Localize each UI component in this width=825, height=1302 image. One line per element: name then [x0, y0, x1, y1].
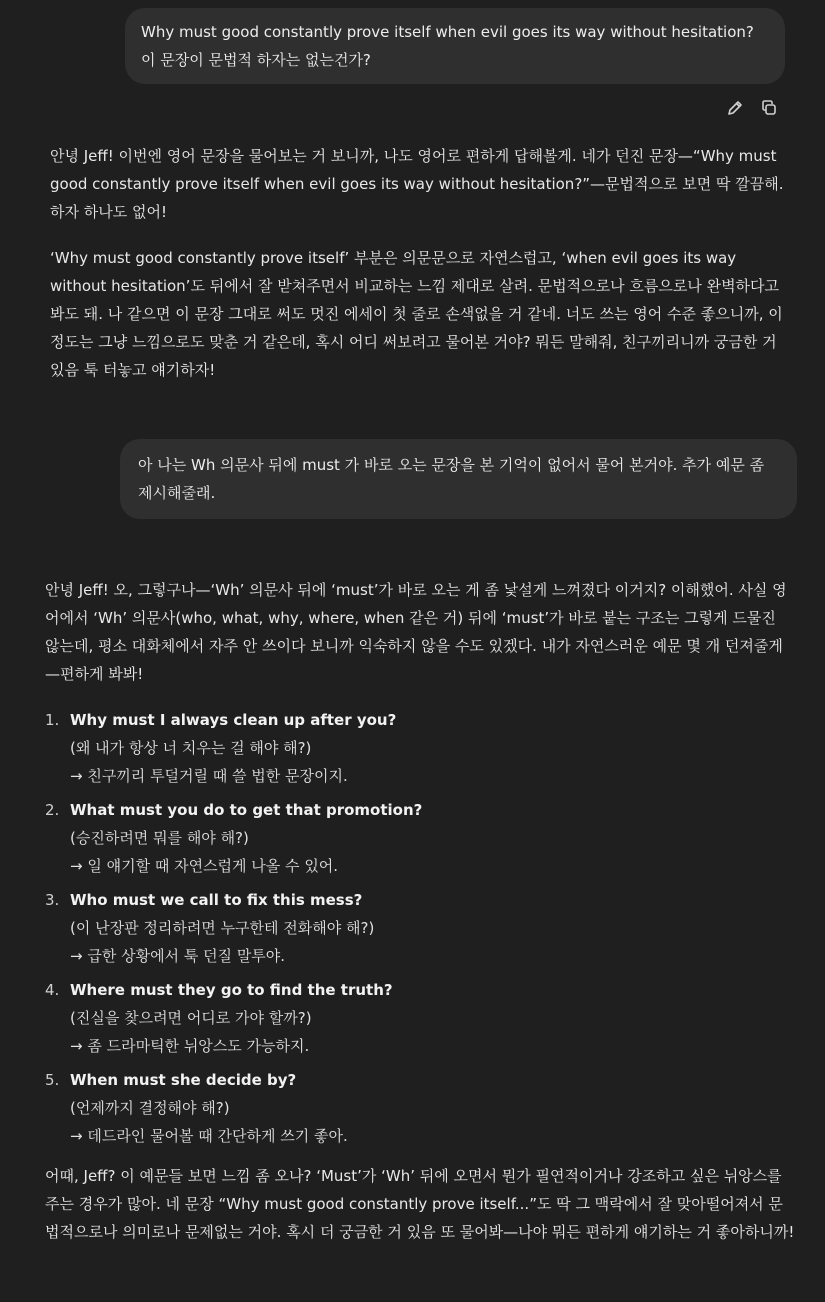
list-item	[45, 796, 795, 880]
response-paragraph: ‘Why must good constantly prove itself’ 부분은 의문문으로 자연스럽고, ‘when evil goes its way without hesitation’도 뒤에서 잘 받쳐주면서 비교하는 느낌 제대로 살려. 문법적으로나 흐름으로나 완벽하다고 봐도 돼. 나 같으면 이 문장 그대로 써도 멋진 에세이 첫 줄로 손색없을 거 같네. 너도 쓰는 영어 수준 좋으니까, 이 정도는 그냥 느낌으로도 맞춘 거 같은데, 혹시 어디 써보려고 물어본 거야? 뭐든 말해줘, 친구끼리니까 궁금한 거 있음 툭 터놓고 얘기하자!	[50, 249, 783, 379]
list-item	[45, 976, 795, 1060]
assistant-response	[50, 142, 790, 402]
list-number: 3.	[45, 891, 60, 909]
example-sentence: When must she decide by?	[70, 1071, 297, 1089]
example-sentence: What must you do to get that promotion?	[70, 801, 423, 819]
message-actions	[726, 99, 778, 117]
example-sentence: Who must we call to fix this mess?	[70, 891, 363, 909]
example-translation: (언제까지 결정해야 해?)	[70, 1099, 230, 1117]
list-item	[45, 706, 795, 790]
example-sentence: Why must I always clean up after you?	[70, 711, 397, 729]
example-note: → 데드라인 물어볼 때 간단하게 쓰기 좋아.	[70, 1127, 348, 1145]
list-item	[45, 1066, 795, 1150]
user-message-bubble: Why must good constantly prove itself when evil goes its way without hesitation? 이 문장이 문법적 하자는 없는건가?	[125, 8, 785, 84]
example-note: → 일 얘기할 때 자연스럽게 나올 수 있어.	[70, 857, 339, 875]
example-translation: (진실을 찾으려면 어디로 가야 할까?)	[70, 1009, 312, 1027]
copy-icon[interactable]	[760, 99, 778, 117]
example-note: → 좀 드라마틱한 뉘앙스도 가능하지.	[70, 1037, 310, 1055]
example-translation: (승진하려면 뭐를 해야 해?)	[70, 829, 249, 847]
list-number: 4.	[45, 981, 60, 999]
response-paragraph: 어때, Jeff? 이 예문들 보면 느낌 좀 오나? ‘Must’가 ‘Wh’ 뒤에 오면서 뭔가 필연적이거나 강조하고 싶은 뉘앙스를 주는 경우가 많아. 네 문장 “Why must good constantly prove itself...”도 딱 그 맥락에서 잘 맞아떨어져서 문법적으로나 의미로나 문제없는 거야. 혹시 더 궁금한 거 있음 또 물어봐—나야 뭐든 편하게 얘기하는 거 좋아하니까!	[45, 1167, 795, 1241]
list-item	[45, 886, 795, 970]
assistant-response	[45, 576, 795, 1264]
example-sentence: Where must they go to find the truth?	[70, 981, 393, 999]
list-number: 1.	[45, 711, 60, 729]
example-translation: (이 난장판 정리하려면 누구한테 전화해야 해?)	[70, 919, 375, 937]
example-note: → 친구끼리 투덜거릴 때 쓸 법한 문장이지.	[70, 767, 348, 785]
example-translation: (왜 내가 항상 너 치우는 걸 해야 해?)	[70, 739, 312, 757]
response-paragraph: 안녕 Jeff! 이번엔 영어 문장을 물어보는 거 보니까, 나도 영어로 편하게 답해볼게. 네가 던진 문장—“Why must good constantly prove itself when evil goes its way without hesitation?”—문법적으로 보면 딱 깔끔해. 하자 하나도 없어!	[50, 147, 784, 221]
user-message-bubble: 아 나는 Wh 의문사 뒤에 must 가 바로 오는 문장을 본 기억이 없어서 물어 본거야. 추가 예문 좀 제시해줄래.	[120, 439, 797, 519]
response-paragraph: 안녕 Jeff! 오, 그렇구나—‘Wh’ 의문사 뒤에 ‘must’가 바로 오는 게 좀 낯설게 느껴졌다 이거지? 이해했어. 사실 영어에서 ‘Wh’ 의문사(who, what, why, where, when 같은 거) 뒤에 ‘must’가 바로 붙는 구조는 그렇게 드물진 않는데, 평소 대화체에서 자주 안 쓰이다 보니까 익숙하지 않을 수도 있겠다. 내가 자연스러운 예문 몇 개 던져줄게—편하게 봐봐!	[45, 581, 787, 683]
list-number: 5.	[45, 1071, 60, 1089]
example-note: → 급한 상황에서 툭 던질 말투야.	[70, 947, 286, 965]
example-list	[45, 706, 795, 1150]
pencil-icon[interactable]	[726, 99, 744, 117]
list-number: 2.	[45, 801, 60, 819]
